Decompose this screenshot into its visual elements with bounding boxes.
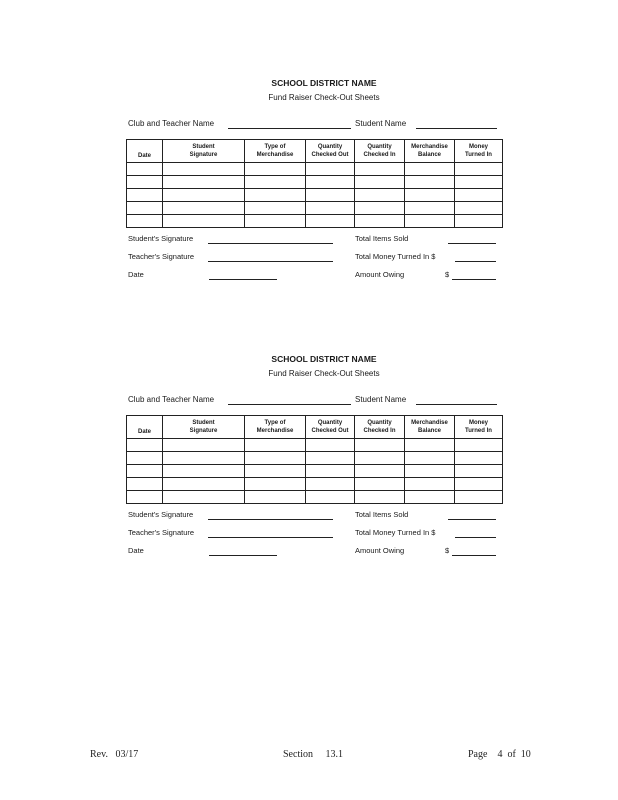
amount-owing-currency: $: [445, 270, 450, 279]
table-cell[interactable]: [405, 176, 455, 189]
table-cell[interactable]: [355, 452, 405, 465]
total-money-field[interactable]: [455, 261, 496, 262]
table-cell[interactable]: [306, 452, 355, 465]
club-teacher-field[interactable]: [228, 404, 351, 405]
total-items-label: Total Items Sold: [355, 234, 409, 243]
table-header-row: [127, 416, 503, 439]
student-name-field[interactable]: [416, 404, 497, 405]
table-cell[interactable]: [306, 465, 355, 478]
table-row: [127, 478, 503, 491]
amount-owing-label: Amount Owing: [355, 546, 405, 555]
table-cell[interactable]: [306, 163, 355, 176]
table-cell[interactable]: [245, 452, 306, 465]
checkout-sheet-1: [126, 78, 502, 290]
table-cell[interactable]: [163, 478, 245, 491]
club-teacher-label: Club and Teacher Name: [128, 395, 215, 404]
teacher-signature-label: Teacher's Signature: [128, 252, 195, 261]
table-cell[interactable]: [127, 176, 163, 189]
column-header-merchandise-balance: Merchandise Balance: [405, 416, 455, 439]
total-items-field[interactable]: [448, 243, 496, 244]
column-header-quantity-checked-out: Quantity Checked Out: [306, 140, 355, 163]
table-cell[interactable]: [127, 452, 163, 465]
teacher-signature-field[interactable]: [208, 261, 333, 262]
table-cell[interactable]: [127, 163, 163, 176]
checkout-table: [126, 415, 503, 504]
checkout-sheet-2: [126, 354, 502, 566]
date-field[interactable]: [209, 279, 277, 280]
table-row: [127, 439, 503, 452]
date-label: Date: [128, 270, 144, 279]
column-header-money-turned-in: Money Turned In: [455, 140, 503, 163]
table-cell[interactable]: [355, 491, 405, 504]
amount-owing-currency: $: [445, 546, 450, 555]
form-subtitle: Fund Raiser Check-Out Sheets: [268, 93, 380, 102]
table-cell[interactable]: [355, 202, 405, 215]
table-cell[interactable]: [455, 465, 503, 478]
table-row: [127, 163, 503, 176]
table-cell[interactable]: [245, 215, 306, 228]
signature-block: [126, 510, 502, 566]
table-cell[interactable]: [355, 465, 405, 478]
table-cell[interactable]: [405, 202, 455, 215]
signature-block: [126, 234, 502, 290]
table-header-row: [127, 140, 503, 163]
district-title: SCHOOL DISTRICT NAME: [271, 78, 377, 88]
student-signature-field[interactable]: [208, 243, 333, 244]
table-cell[interactable]: [455, 478, 503, 491]
table-cell[interactable]: [306, 478, 355, 491]
table-cell[interactable]: [163, 189, 245, 202]
table-cell[interactable]: [355, 163, 405, 176]
table-cell[interactable]: [306, 491, 355, 504]
footer-revision: Rev. 03/17: [90, 749, 139, 760]
table-cell[interactable]: [306, 189, 355, 202]
district-title: SCHOOL DISTRICT NAME: [271, 354, 377, 364]
table-cell[interactable]: [245, 465, 306, 478]
column-header-quantity-checked-in: Quantity Checked In: [355, 416, 405, 439]
student-signature-label: Student's Signature: [128, 510, 194, 519]
column-header-student-signature: Student Signature: [163, 416, 245, 439]
table-cell[interactable]: [163, 465, 245, 478]
table-cell[interactable]: [245, 189, 306, 202]
amount-owing-label: Amount Owing: [355, 270, 405, 279]
table-cell[interactable]: [245, 163, 306, 176]
table-cell[interactable]: [127, 215, 163, 228]
total-money-field[interactable]: [455, 537, 496, 538]
table-cell[interactable]: [245, 491, 306, 504]
column-header-date: Date: [127, 416, 163, 439]
date-field[interactable]: [209, 555, 277, 556]
table-cell[interactable]: [306, 215, 355, 228]
total-money-label: Total Money Turned In $: [355, 252, 436, 261]
table-cell[interactable]: [127, 202, 163, 215]
form-subtitle: Fund Raiser Check-Out Sheets: [268, 369, 380, 378]
name-row: [126, 395, 502, 409]
table-cell[interactable]: [405, 189, 455, 202]
footer-page-number: Page 4 of 10: [468, 749, 531, 760]
table-cell[interactable]: [306, 202, 355, 215]
table-cell[interactable]: [163, 163, 245, 176]
table-cell[interactable]: [127, 189, 163, 202]
table-cell[interactable]: [163, 491, 245, 504]
table-row: [127, 176, 503, 189]
student-name-label: Student Name: [355, 395, 407, 404]
amount-owing-field[interactable]: [452, 555, 496, 556]
table-cell[interactable]: [163, 215, 245, 228]
total-money-label: Total Money Turned In $: [355, 528, 436, 537]
table-row: [127, 189, 503, 202]
table-cell[interactable]: [455, 491, 503, 504]
column-header-student-signature: Student Signature: [163, 140, 245, 163]
table-cell[interactable]: [455, 189, 503, 202]
table-cell[interactable]: [355, 439, 405, 452]
teacher-signature-label: Teacher's Signature: [128, 528, 195, 537]
table-cell[interactable]: [163, 202, 245, 215]
table-cell[interactable]: [405, 465, 455, 478]
date-label: Date: [128, 546, 144, 555]
table-cell[interactable]: [355, 176, 405, 189]
table-cell[interactable]: [306, 439, 355, 452]
table-cell[interactable]: [127, 478, 163, 491]
footer-section: Section 13.1: [283, 749, 343, 760]
table-cell[interactable]: [455, 452, 503, 465]
table-row: [127, 215, 503, 228]
table-cell[interactable]: [405, 478, 455, 491]
column-header-quantity-checked-out: Quantity Checked Out: [306, 416, 355, 439]
column-header-quantity-checked-in: Quantity Checked In: [355, 140, 405, 163]
table-cell[interactable]: [163, 439, 245, 452]
column-header-money-turned-in: Money Turned In: [455, 416, 503, 439]
table-cell[interactable]: [306, 176, 355, 189]
checkout-table: [126, 139, 503, 228]
amount-owing-field[interactable]: [452, 279, 496, 280]
total-items-field[interactable]: [448, 519, 496, 520]
club-teacher-field[interactable]: [228, 128, 351, 129]
table-row: [127, 491, 503, 504]
table-cell[interactable]: [455, 215, 503, 228]
table-cell[interactable]: [405, 491, 455, 504]
table-cell[interactable]: [355, 478, 405, 491]
table-cell[interactable]: [245, 439, 306, 452]
table-row: [127, 202, 503, 215]
table-cell[interactable]: [405, 163, 455, 176]
table-cell[interactable]: [127, 465, 163, 478]
student-signature-label: Student's Signature: [128, 234, 194, 243]
teacher-signature-field[interactable]: [208, 537, 333, 538]
table-cell[interactable]: [127, 491, 163, 504]
club-teacher-label: Club and Teacher Name: [128, 119, 215, 128]
column-header-type-of-merchandise: Type of Merchandise: [245, 140, 306, 163]
table-cell[interactable]: [455, 202, 503, 215]
name-row: [126, 119, 502, 133]
column-header-type-of-merchandise: Type of Merchandise: [245, 416, 306, 439]
table-cell[interactable]: [163, 176, 245, 189]
table-cell[interactable]: [355, 189, 405, 202]
total-items-label: Total Items Sold: [355, 510, 409, 519]
table-cell[interactable]: [405, 215, 455, 228]
table-cell[interactable]: [405, 452, 455, 465]
column-header-merchandise-balance: Merchandise Balance: [405, 140, 455, 163]
student-name-field[interactable]: [416, 128, 497, 129]
table-cell[interactable]: [455, 176, 503, 189]
table-cell[interactable]: [455, 439, 503, 452]
table-cell[interactable]: [355, 215, 405, 228]
table-cell[interactable]: [245, 176, 306, 189]
table-cell[interactable]: [245, 202, 306, 215]
table-cell[interactable]: [163, 452, 245, 465]
table-cell[interactable]: [455, 163, 503, 176]
column-header-date: Date: [127, 140, 163, 163]
table-cell[interactable]: [127, 439, 163, 452]
student-signature-field[interactable]: [208, 519, 333, 520]
student-name-label: Student Name: [355, 119, 407, 128]
table-row: [127, 452, 503, 465]
table-cell[interactable]: [245, 478, 306, 491]
table-cell[interactable]: [405, 439, 455, 452]
table-row: [127, 465, 503, 478]
